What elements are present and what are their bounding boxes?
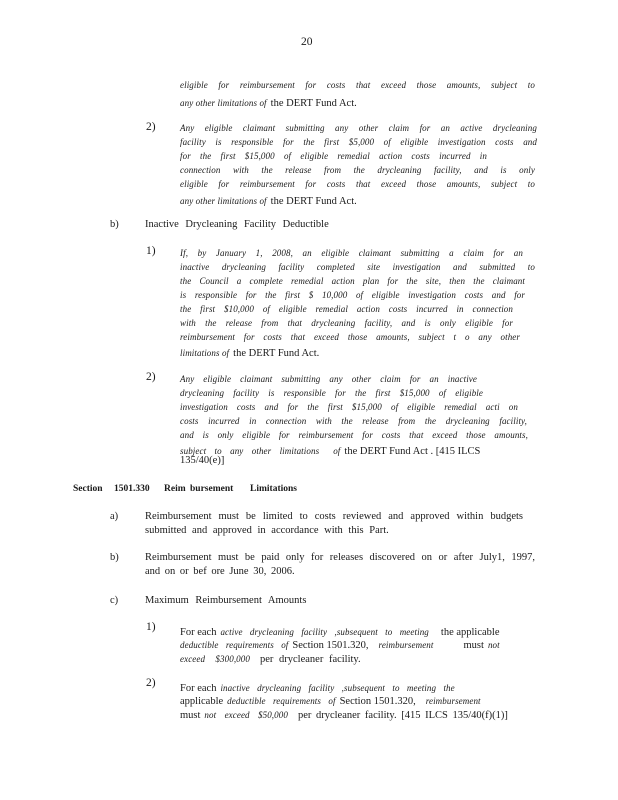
item-a2-line-4: connection with the release from the drycleaning facility, and is only	[180, 165, 535, 175]
section-c1-line-2-big-1: Section 1501.320,	[292, 640, 369, 651]
section-title-part-2: bursement	[190, 484, 234, 494]
item-b1-line-4: is responsible for the first $ 10,000 of eligible investigation costs and for	[180, 290, 525, 300]
section-c1-number: 1)	[146, 621, 156, 633]
section-label: Section	[73, 484, 103, 494]
page-number: 20	[301, 36, 313, 48]
section-c-letter: c)	[110, 595, 119, 606]
section-c1-line-2-small-3: not	[487, 640, 500, 650]
item-b2-line-2: drycleaning facility is responsible for the first $15,000 of eligible	[180, 388, 483, 398]
section-c1-line-1-small: active drycleaning facility ,subsequent to meeting	[220, 627, 429, 637]
item-b2-line-6-small: subject to any other limitations	[180, 446, 320, 456]
item-b2-line-6-big: the DERT Fund Act . [415 ILCS	[344, 446, 481, 457]
item-b2-line-3: investigation costs and for the first $15,000 of eligible remedial acti on	[180, 402, 518, 412]
section-number: 1501.330	[114, 484, 150, 494]
item-b1-line-6: with the release from that drycleaning facility, and is only eligible for	[180, 318, 513, 328]
item-b2-line-4: costs incurred in connection with the release from the drycleaning facility,	[180, 416, 527, 426]
section-c1-line-1-big-2: the applicable	[440, 627, 500, 638]
item-a2-line-6	[180, 191, 357, 209]
section-c2-line-2-big-1: applicable	[180, 696, 224, 707]
intro-line-1: eligible for reimbursement for costs that exceed those amounts, subject to	[180, 80, 535, 90]
section-b-line-1: Reimbursement must be paid only for releases discovered on or after July1, 1997,	[145, 552, 535, 563]
section-b-line-2: and on or bef ore June 30, 2006.	[145, 566, 295, 577]
intro-line-2-small: any other limitations of	[180, 98, 267, 108]
section-c2-line-1-small: inactive drycleaning facility ,subsequent to meeting the	[220, 683, 455, 693]
section-c2-line-3-small: not exceed $50,000	[204, 710, 288, 720]
section-c1-line-3	[180, 649, 361, 667]
item-b2-line-5: and is only eligible for reimbursement for costs that exceed those amounts,	[180, 430, 528, 440]
item-a2-line-2: facility is responsible for the first $5,000 of eligible investigation costs and	[180, 137, 537, 147]
section-a-line-2: submitted and approved in accordance with this Part.	[145, 525, 389, 536]
section-c1-line-2-big-2: must	[463, 640, 484, 651]
section-c2-line-3-big-2: per drycleaner facility. [415 ILCS 135/40(f)(1)]	[297, 710, 508, 721]
section-c1-line-2-small-2: reimbursement	[378, 640, 434, 650]
section-c1-line-3-small: exceed $300,000	[180, 654, 250, 664]
item-a2-line-6-big: the DERT Fund Act.	[270, 196, 357, 207]
item-b1-number: 1)	[146, 245, 156, 257]
item-a2-number: 2)	[146, 121, 156, 133]
item-b2-citation: 135/40(e)]	[180, 455, 225, 466]
item-a2-line-5: eligible for reimbursement for costs that exceed those amounts, subject to	[180, 179, 535, 189]
section-c1-line-1-big-1: For each	[180, 627, 217, 638]
item-b1-line-1: If, by January 1, 2008, an eligible claimant submitting a claim for an	[180, 248, 523, 258]
item-b-letter: b)	[110, 219, 119, 230]
section-c1-line-3-big: per drycleaner facility.	[259, 654, 361, 665]
section-a-letter: a)	[110, 511, 119, 522]
section-c-title: Maximum Reimbursement Amounts	[145, 595, 307, 606]
section-c2-line-1-big: For each	[180, 683, 217, 694]
item-b1-line-7: reimbursement for costs that exceed those amounts, subject t o any other	[180, 332, 520, 342]
section-c2-number: 2)	[146, 677, 156, 689]
section-c2-line-2-small-2: reimbursement	[425, 696, 481, 706]
item-a2-line-1: Any eligible claimant submitting any other claim for an active drycleaning	[180, 123, 537, 133]
item-b1-line-3: the Council a complete remedial action plan for the site, then the claimant	[180, 276, 525, 286]
intro-line-2-big: the DERT Fund Act.	[270, 98, 357, 109]
section-b-letter: b)	[110, 552, 119, 563]
intro-line-2	[180, 93, 357, 111]
item-b2-number: 2)	[146, 371, 156, 383]
item-b2-line-6	[180, 441, 480, 459]
item-b-title: Inactive Drycleaning Facility Deductible	[145, 219, 329, 230]
item-b1-line-8	[180, 343, 319, 361]
section-a-line-1: Reimbursement must be limited to costs reviewed and approved within budgets	[145, 511, 523, 522]
section-c2-line-3	[180, 705, 508, 723]
item-b2-line-6-of: of	[333, 446, 341, 456]
item-b1-line-8-small: limitations of	[180, 348, 230, 358]
section-title-part-3: Limitations	[250, 484, 297, 494]
section-c2-line-2-big-2: Section 1501.320,	[339, 696, 416, 707]
section-c2-line-2-small-1: deductible requirements of	[227, 696, 336, 706]
section-c1-line-2-small-1: deductible requirements of	[180, 640, 289, 650]
item-b1-line-5: the first $10,000 of eligible remedial action costs incurred in connection	[180, 304, 513, 314]
section-title-part-1: Reim	[164, 484, 186, 494]
item-b2-line-1: Any eligible claimant submitting any other claim for an inactive	[180, 374, 477, 384]
item-a2-line-6-small: any other limitations of	[180, 196, 267, 206]
item-b1-line-2: inactive drycleaning facility completed site investigation and submitted to	[180, 262, 535, 272]
item-a2-line-3: for the first $15,000 of eligible remedial action costs incurred in	[180, 151, 487, 161]
item-b1-line-8-big: the DERT Fund Act.	[233, 348, 320, 359]
section-c2-line-3-big-1: must	[180, 710, 201, 721]
